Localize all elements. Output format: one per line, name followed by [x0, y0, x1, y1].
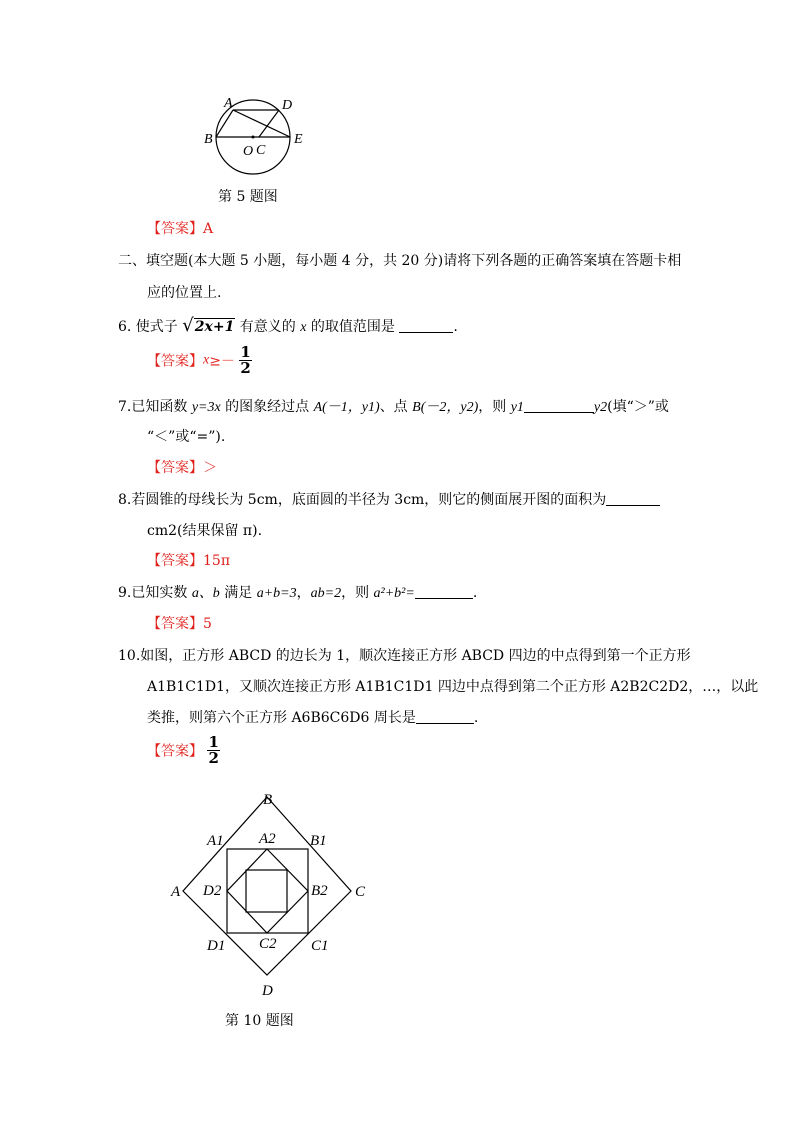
label-c: C — [355, 884, 366, 900]
label-b: B — [263, 792, 273, 808]
answer-label: 【答案】 — [147, 353, 203, 370]
answer-label: 【答案】 — [147, 221, 203, 237]
label-c: C — [256, 143, 266, 158]
figure-5-caption: 第 5 题图 — [218, 189, 278, 205]
label-a: A — [171, 884, 181, 900]
sqrt-expression: 2x+1 — [194, 319, 235, 335]
square-a1b1c1d1 — [227, 849, 308, 933]
answer-label: 【答案】 — [147, 616, 203, 632]
answer-6: 【答案】x≥－ $\frac{1}{2}$ — [147, 343, 251, 377]
answer-fraction: $\frac{1}{2}$ — [208, 733, 219, 767]
label-b2: B2 — [311, 883, 328, 899]
answer-value: 5 — [203, 616, 212, 632]
label-a: A — [224, 96, 233, 111]
label-e: E — [294, 132, 303, 147]
answer-blank — [415, 584, 473, 599]
label-b1: B1 — [310, 833, 327, 849]
question-7: 7.已知函数 y=3x 的图象经过点 A(－1，y1)、点 B(－2，y2)，则 y1 y2(填“＞”或 — [118, 399, 669, 415]
answer-blank — [606, 491, 660, 506]
label-d1: D1 — [207, 938, 226, 954]
label-o: O — [243, 144, 254, 159]
label-d: D — [262, 983, 273, 999]
label-c2: C2 — [259, 936, 277, 952]
center-dot — [252, 136, 255, 139]
label-d2: D2 — [203, 883, 222, 899]
answer-8 — [147, 550, 230, 570]
answer-value: 15π — [203, 553, 231, 569]
answer-label: 【答案】 — [147, 743, 203, 760]
question-10: 10.如图，正方形 ABCD 的边长为 1，顺次连接正方形 ABCD 四边的中点得到第一个正方形 — [118, 648, 691, 664]
section-2-heading-cont: 应的位置上. — [147, 285, 222, 301]
answer-value: A — [203, 221, 214, 237]
question-10-line3: 类推，则第六个正方形 A6B6C6D6 周长是 . — [147, 710, 479, 726]
answer-blank — [416, 709, 474, 724]
question-8-cont: cm2(结果保留 π). — [147, 523, 263, 539]
figure-10 — [165, 785, 380, 1000]
figure-5 — [195, 92, 320, 182]
question-8: 8.若圆锥的母线长为 5cm，底面圆的半径为 3cm，则它的侧面展开图的面积为 — [118, 489, 660, 509]
answer-5 — [147, 218, 213, 238]
answer-label: 【答案】 — [147, 553, 203, 569]
question-9: 9.已知实数 a、b 满足 a+b=3，ab=2，则 a²+b²= . — [118, 585, 478, 601]
label-d: D — [282, 98, 293, 113]
answer-fraction: $\frac{1}{2}$ — [240, 343, 251, 377]
answer-7 — [147, 457, 217, 477]
answer-value: ＞ — [203, 460, 217, 476]
question-10-line2: A1B1C1D1，又顺次连接正方形 A1B1C1D1 四边中点得到第二个正方形 A2B2C2D2，…，以此 — [147, 679, 759, 695]
answer-label: 【答案】 — [147, 460, 203, 476]
figure-10-caption: 第 10 题图 — [225, 1013, 294, 1029]
square-3 — [246, 870, 287, 912]
question-6: 6. 使式子 √2x+1 有意义的 x 的取值范围是 . — [118, 315, 458, 336]
section-2-heading: 二、填空题(本大题 5 小题，每小题 4 分，共 20 分)请将下列各题的正确答案填在答题卡相 — [118, 253, 682, 269]
label-a1: A1 — [207, 833, 224, 849]
answer-blank — [524, 398, 594, 413]
answer-10 — [147, 735, 220, 766]
question-7-cont: “＜”或“=”). — [147, 429, 226, 445]
square-a2b2c2d2 — [227, 849, 308, 933]
label-c1: C1 — [311, 938, 329, 954]
label-a2: A2 — [259, 831, 276, 847]
label-b: B — [204, 132, 213, 147]
answer-blank — [399, 318, 453, 333]
answer-9 — [147, 613, 212, 633]
